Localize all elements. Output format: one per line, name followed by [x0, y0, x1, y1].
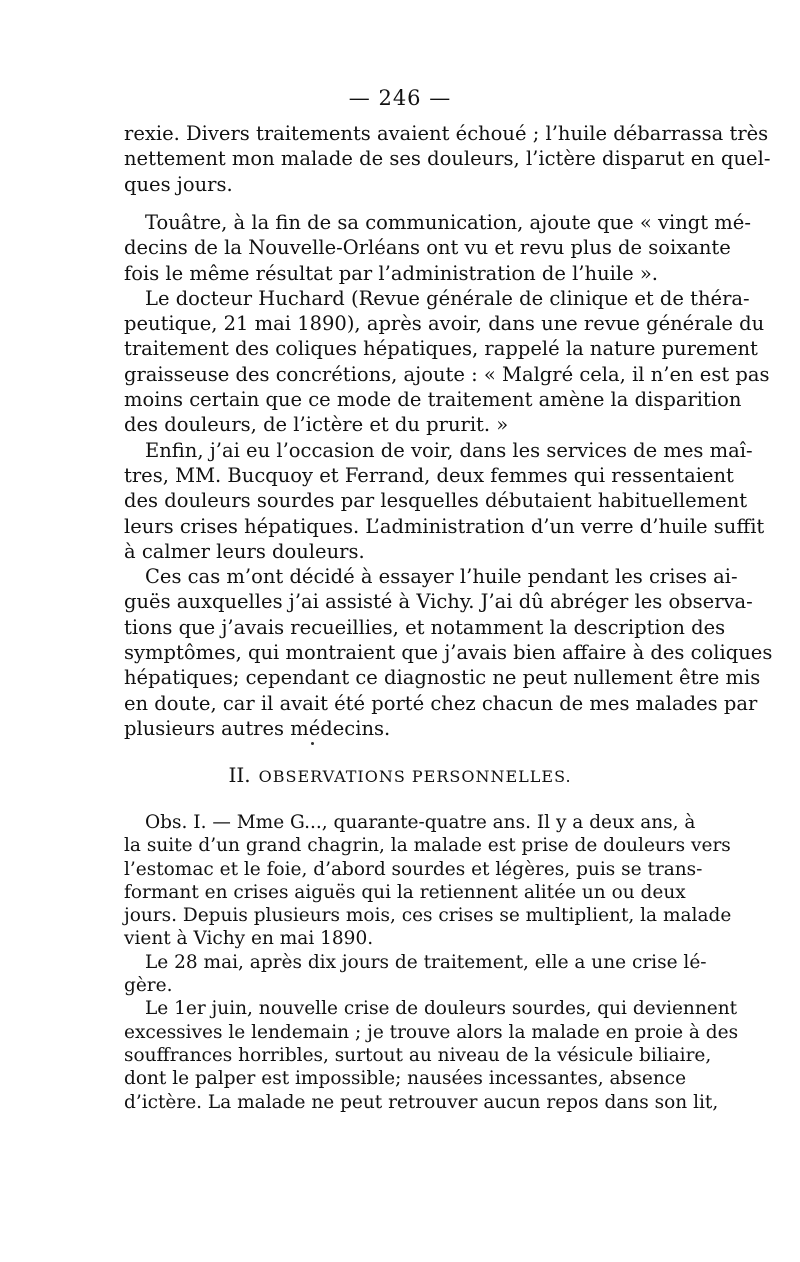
text-block-1 — [124, 121, 771, 197]
text-line: ques jours. — [124, 172, 233, 196]
text-line: souffrances horribles, surtout au niveau de la vésicule biliaire, — [124, 1044, 712, 1066]
text-line: dont le palper est impossible; nausées incessantes, absence — [124, 1068, 687, 1090]
text-line: guës auxquelles j’ai assisté à Vichy. J’ai dû abréger les observa- — [124, 590, 753, 614]
text-line: fois le même résultat par l’administration de l’huile ». — [124, 261, 658, 285]
text-line: Ces cas m’ont décidé à essayer l’huile pendant les crises ai- — [145, 565, 738, 589]
text-line: hépatiques; cependant ce diagnostic ne peut nullement être mis — [124, 666, 761, 690]
text-line: plusieurs autres médecins. — [124, 716, 391, 740]
text-line: symptômes, qui montraient que j’avais bien affaire à des coliques — [124, 641, 773, 665]
text-line: rexie. Divers traitements avaient échoué ; l’huile débarrassa très — [124, 122, 769, 145]
text-line: Enfin, j’ai eu l’occasion de voir, dans les services de mes maî- — [145, 438, 753, 462]
text-line: graisseuse des concrétions, ajoute : « Malgré cela, il n’en est pas — [124, 362, 770, 386]
text-line: vient à Vichy en mai 1890. — [124, 928, 374, 950]
text-line: l’estomac et le foie, d’abord sourdes et légères, puis se trans- — [124, 858, 703, 880]
text-line: tres, MM. Bucquoy et Ferrand, deux femmes qui ressentaient — [124, 463, 734, 487]
text-line: decins de la Nouvelle-Orléans ont vu et revu plus de soixante — [124, 236, 731, 260]
text-line: traitement des coliques hépatiques, rappelé la nature purement — [124, 337, 758, 361]
text-line: Le 28 mai, après dix jours de traitement, elle a une crise lé- — [145, 951, 707, 973]
text-line: gère. — [124, 975, 173, 997]
text-block-2 — [124, 210, 773, 741]
text-line: en doute, car il avait été porté chez chacun de mes malades par — [124, 691, 758, 715]
text-line: formant en crises aiguës qui la retiennent alitée un ou deux — [124, 881, 686, 903]
text-line: jours. Depuis plusieurs mois, ces crises se multiplient, la malade — [124, 905, 732, 927]
text-line: Le docteur Huchard (Revue générale de clinique et de théra- — [145, 286, 750, 310]
text-line: Le 1er juin, nouvelle crise de douleurs sourdes, qui deviennent — [145, 998, 738, 1020]
text-line: des douleurs, de l’ictère et du prurit. » — [124, 413, 509, 437]
section-number: II. — [228, 763, 251, 787]
page-number: — 246 — — [348, 86, 452, 110]
text-line: nettement mon malade de ses douleurs, l’ictère disparut en quel- — [124, 147, 771, 171]
section-title: OBSERVATIONS PERSONNELLES. — [258, 767, 572, 786]
text-line: excessives le lendemain ; je trouve alors la malade en proie à des — [124, 1021, 739, 1043]
text-line: peutique, 21 mai 1890), après avoir, dans une revue générale du — [124, 312, 765, 336]
stray-dot — [311, 742, 314, 745]
text-line: leurs crises hépatiques. L’administration d’un verre d’huile suffit — [124, 514, 765, 538]
text-line: des douleurs sourdes par lesquelles débutaient habituellement — [124, 489, 748, 513]
text-line: Touâtre, à la fin de sa communication, ajoute que « vingt mé- — [145, 211, 751, 234]
text-line: Obs. I. — Mme G..., quarante-quatre ans. Il y a deux ans, à — [145, 812, 696, 833]
text-block-3 — [124, 811, 739, 1114]
text-line: tions que j’avais recueillies, et notamment la description des — [124, 615, 726, 639]
text-line: la suite d’un grand chagrin, la malade est prise de douleurs vers — [124, 835, 731, 857]
text-line: à calmer leurs douleurs. — [124, 539, 365, 563]
text-line: moins certain que ce mode de traitement amène la disparition — [124, 388, 742, 412]
text-line: d’ictère. La malade ne peut retrouver aucun repos dans son lit, — [124, 1091, 719, 1113]
section-heading — [0, 763, 800, 787]
